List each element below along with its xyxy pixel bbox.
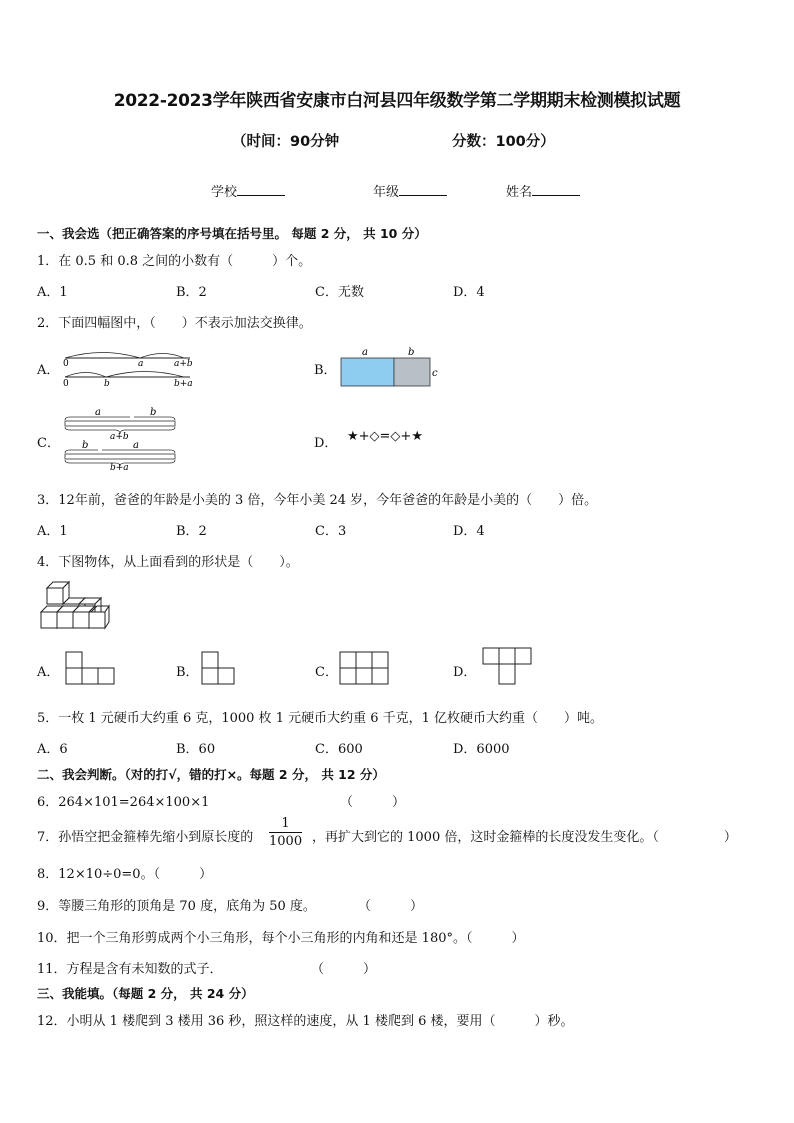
answer-paren: （ ） — [311, 962, 377, 977]
top-view-d — [481, 646, 533, 688]
q2-option-d: D． — [314, 436, 338, 451]
svg-text:a+b: a+b — [110, 432, 129, 442]
question-8: 8．12×10÷0=0。（ ） — [37, 867, 213, 882]
q1-option-c: C．无数 — [315, 285, 364, 300]
answer-paren: （ ） — [340, 795, 406, 810]
question-1: 1．在 0.5 和 0.8 之间的小数有（ ）个。 — [37, 254, 312, 269]
brace-figure — [60, 404, 185, 470]
question-2: 2．下面四幅图中，（ ）不表示加法交换律。 — [37, 316, 312, 331]
svg-text:a: a — [133, 440, 139, 451]
top-view-c — [338, 650, 390, 686]
q2-option-b: B． — [314, 363, 337, 378]
school-label: 学校 — [211, 185, 238, 200]
fraction-denominator: 1000 — [269, 834, 303, 849]
tick-label: 0 — [63, 379, 69, 389]
q1-option-b: B．2 — [176, 285, 207, 300]
label-a: a — [362, 347, 368, 358]
q1-option-a: A．1 — [37, 285, 68, 300]
q4-option-a: A． — [37, 665, 60, 680]
fraction — [269, 815, 302, 850]
tick-label: a — [138, 359, 144, 369]
section-heading-1: 一、我会选（把正确答案的序号填在括号里。 每题 2 分， 共 10 分） — [37, 226, 427, 241]
name-label: 姓名 — [506, 185, 533, 200]
question-4: 4．下图物体，从上面看到的形状是（ ）。 — [37, 555, 299, 570]
section-heading-2: 二、我会判断。（对的打√，错的打×。每题 2 分， 共 12 分） — [37, 767, 385, 782]
label-b: b — [408, 347, 415, 358]
q2-option-c: C． — [37, 436, 60, 451]
svg-text:b+a: b+a — [110, 463, 129, 470]
question-10: 10．把一个三角形剪成两个小三角形，每个小三角形的内角和还是 180°。（ ） — [37, 931, 525, 946]
svg-text:b: b — [82, 440, 89, 451]
label-c: c — [432, 368, 438, 379]
grade-field — [373, 181, 447, 200]
name-field — [506, 181, 580, 200]
number-line-figure — [60, 345, 200, 391]
q1-option-d: D．4 — [453, 285, 485, 300]
tick-label: 0 — [63, 359, 69, 369]
q4-option-c: C． — [315, 665, 338, 680]
page-title: 2022-2023学年陕西省安康市白河县四年级数学第二学期期末检测模拟试题 — [113, 91, 681, 111]
q3-option-a: A．1 — [37, 524, 68, 539]
section-heading-3: 三、我能填。（每题 2 分， 共 24 分） — [37, 986, 254, 1001]
q4-option-d: D． — [453, 665, 477, 680]
fraction-numerator: 1 — [269, 815, 302, 833]
question-11: 11．方程是含有未知数的式子． — [37, 962, 223, 977]
time-label: （时间：90分钟 — [232, 134, 340, 150]
svg-text:b: b — [150, 407, 157, 418]
question-7-text-cont: ，再扩大到它的 1000 倍，这时金箍棒的长度没发生变化。（ ） — [312, 830, 737, 845]
score-label: 分数：100分） — [452, 134, 555, 150]
q2-option-a: A． — [37, 363, 60, 378]
q3-option-b: B．2 — [176, 524, 207, 539]
q3-option-c: C．3 — [315, 524, 347, 539]
question-3: 3．12年前，爸爸的年龄是小美的 3 倍，今年小美 24 岁，今年爸爸的年龄是小美的（ ）倍。 — [37, 493, 598, 508]
symbol-equation: ★+◇=◇+★ — [347, 429, 423, 444]
question-7-text: 7．孙悟空把金箍棒先缩小到原长度的 — [37, 830, 254, 845]
svg-text:a: a — [95, 407, 101, 418]
rectangle-figure — [336, 344, 446, 390]
q5-option-d: D．6000 — [453, 742, 510, 757]
q5-option-c: C．600 — [315, 742, 363, 757]
tick-label: a+b — [174, 359, 193, 369]
top-view-a — [64, 650, 116, 686]
grade-label: 年级 — [373, 185, 400, 200]
top-view-b — [200, 650, 236, 686]
q3-option-d: D．4 — [453, 524, 485, 539]
question-9: 9．等腰三角形的顶角是 70 度，底角为 50 度。 — [37, 899, 316, 914]
school-field — [211, 181, 285, 200]
q5-option-a: A．6 — [37, 742, 68, 757]
tick-label: b+a — [174, 379, 193, 389]
q4-option-b: B． — [176, 665, 199, 680]
question-5: 5．一枚 1 元硬币大约重 6 克，1000 枚 1 元硬币大约重 6 千克，1 亿枚硬币大约重（ ）吨。 — [37, 711, 604, 726]
cube-stack-figure — [37, 578, 112, 634]
tick-label: b — [104, 379, 110, 389]
question-12: 12．小明从 1 楼爬到 3 楼用 36 秒，照这样的速度，从 1 楼爬到 6 楼，要用（ ）秒。 — [37, 1014, 574, 1029]
answer-paren: （ ） — [358, 899, 424, 914]
question-6: 6．264×101=264×100×1 — [37, 795, 210, 810]
q5-option-b: B．60 — [176, 742, 216, 757]
